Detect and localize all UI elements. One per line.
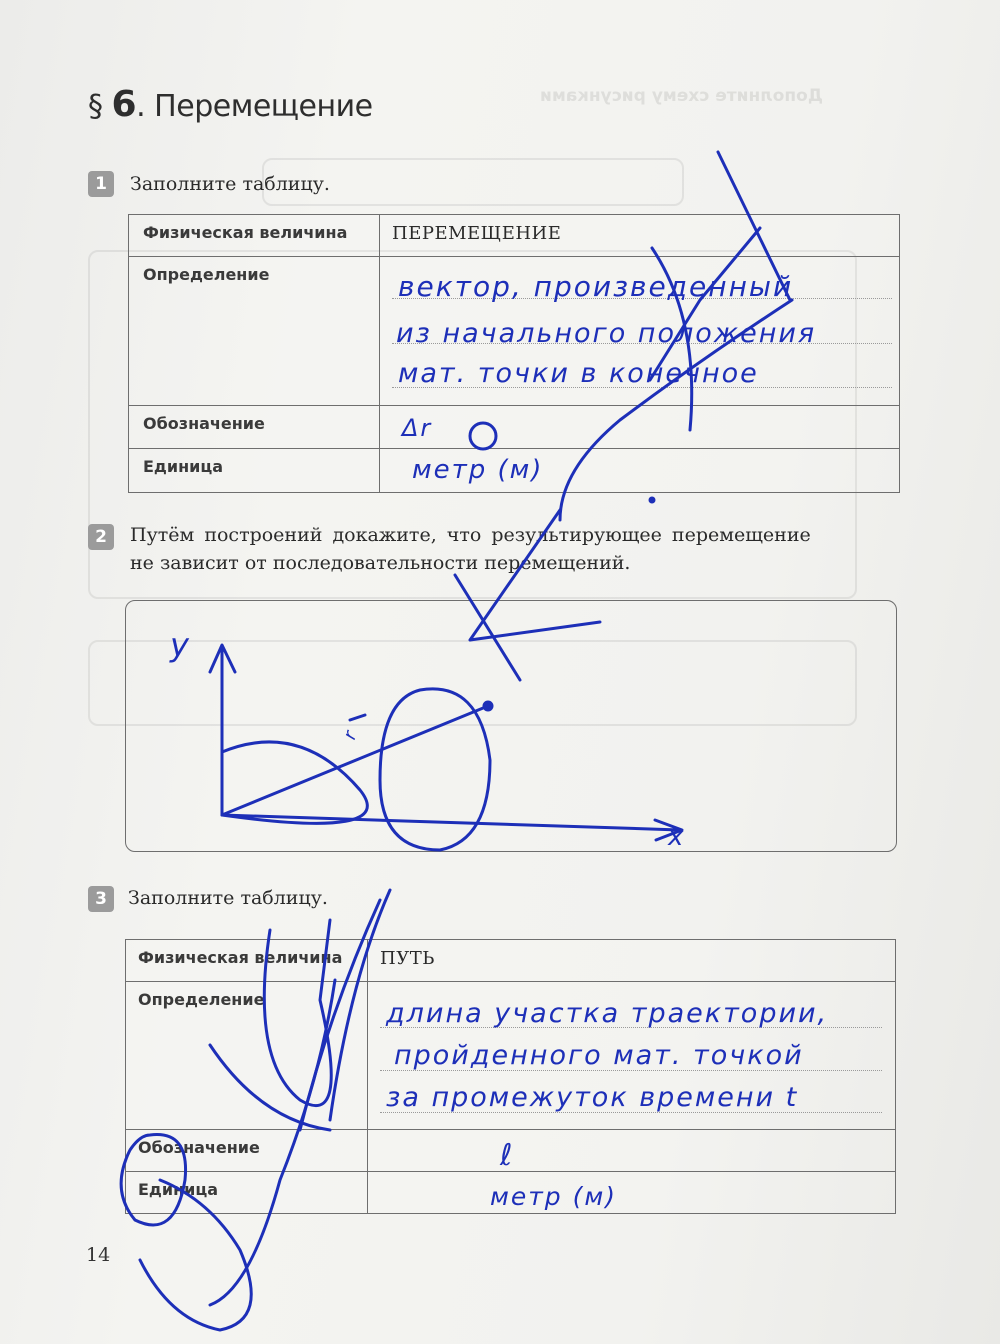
displacement-table — [128, 214, 900, 493]
bleed-through-heading: Дополните схему рисунками — [540, 86, 823, 106]
task-3-prompt: Заполните таблицу. — [128, 887, 328, 909]
section-heading — [88, 84, 373, 125]
task-2-prompt-line-2: не зависит от последовательности перемещений. — [130, 552, 631, 574]
vector-label: r — [339, 726, 363, 743]
task-1-badge: 1 — [88, 171, 114, 197]
handwritten-definition-line-1: вектор, произведенный — [398, 270, 794, 303]
definition-label: Определение — [126, 982, 368, 1130]
task-2-badge: 2 — [88, 524, 114, 550]
task-1-prompt: Заполните таблицу. — [130, 173, 330, 195]
quantity-label: Физическая величина — [129, 215, 380, 257]
handwritten-unit: метр (м) — [412, 455, 544, 485]
axis-y-label: y — [170, 626, 191, 664]
page-number: 14 — [86, 1244, 111, 1266]
handwritten-definition-line-2: пройденного мат. точкой — [394, 1040, 804, 1071]
handwritten-unit: метр (м) — [490, 1182, 617, 1211]
unit-label: Единица — [126, 1172, 368, 1214]
handwritten-notation: Δr — [402, 414, 433, 442]
notation-answer-cell — [368, 1130, 896, 1172]
unit-label: Единица — [129, 449, 380, 493]
handwritten-definition-line-3: мат. точки в конечное — [398, 358, 759, 389]
axis-x-label: x — [668, 822, 686, 852]
task-3-badge: 3 — [88, 886, 114, 912]
quantity-value: ПЕРЕМЕЩЕНИЕ — [380, 215, 900, 257]
section-symbol: § — [88, 89, 103, 124]
task-2-prompt-line-1: Путём построений докажите, что результирующее перемещение — [130, 524, 811, 546]
construction-area — [125, 600, 897, 852]
handwritten-definition-line-1: длина участка траектории, — [386, 998, 829, 1029]
handwritten-definition-line-2: из начального положения — [396, 318, 817, 349]
section-title: . Перемещение — [136, 89, 373, 124]
notation-label: Обозначение — [126, 1130, 368, 1172]
handwritten-definition-line-3: за промежуток времени t — [386, 1082, 799, 1113]
quantity-label: Физическая величина — [126, 940, 368, 982]
notation-answer-cell — [380, 406, 900, 449]
definition-label: Определение — [129, 257, 380, 406]
handwritten-notation: ℓ — [500, 1138, 515, 1173]
unit-answer-cell — [368, 1172, 896, 1214]
notation-label: Обозначение — [129, 406, 380, 449]
section-number: 6 — [111, 84, 137, 125]
quantity-value: ПУТЬ — [368, 940, 896, 982]
